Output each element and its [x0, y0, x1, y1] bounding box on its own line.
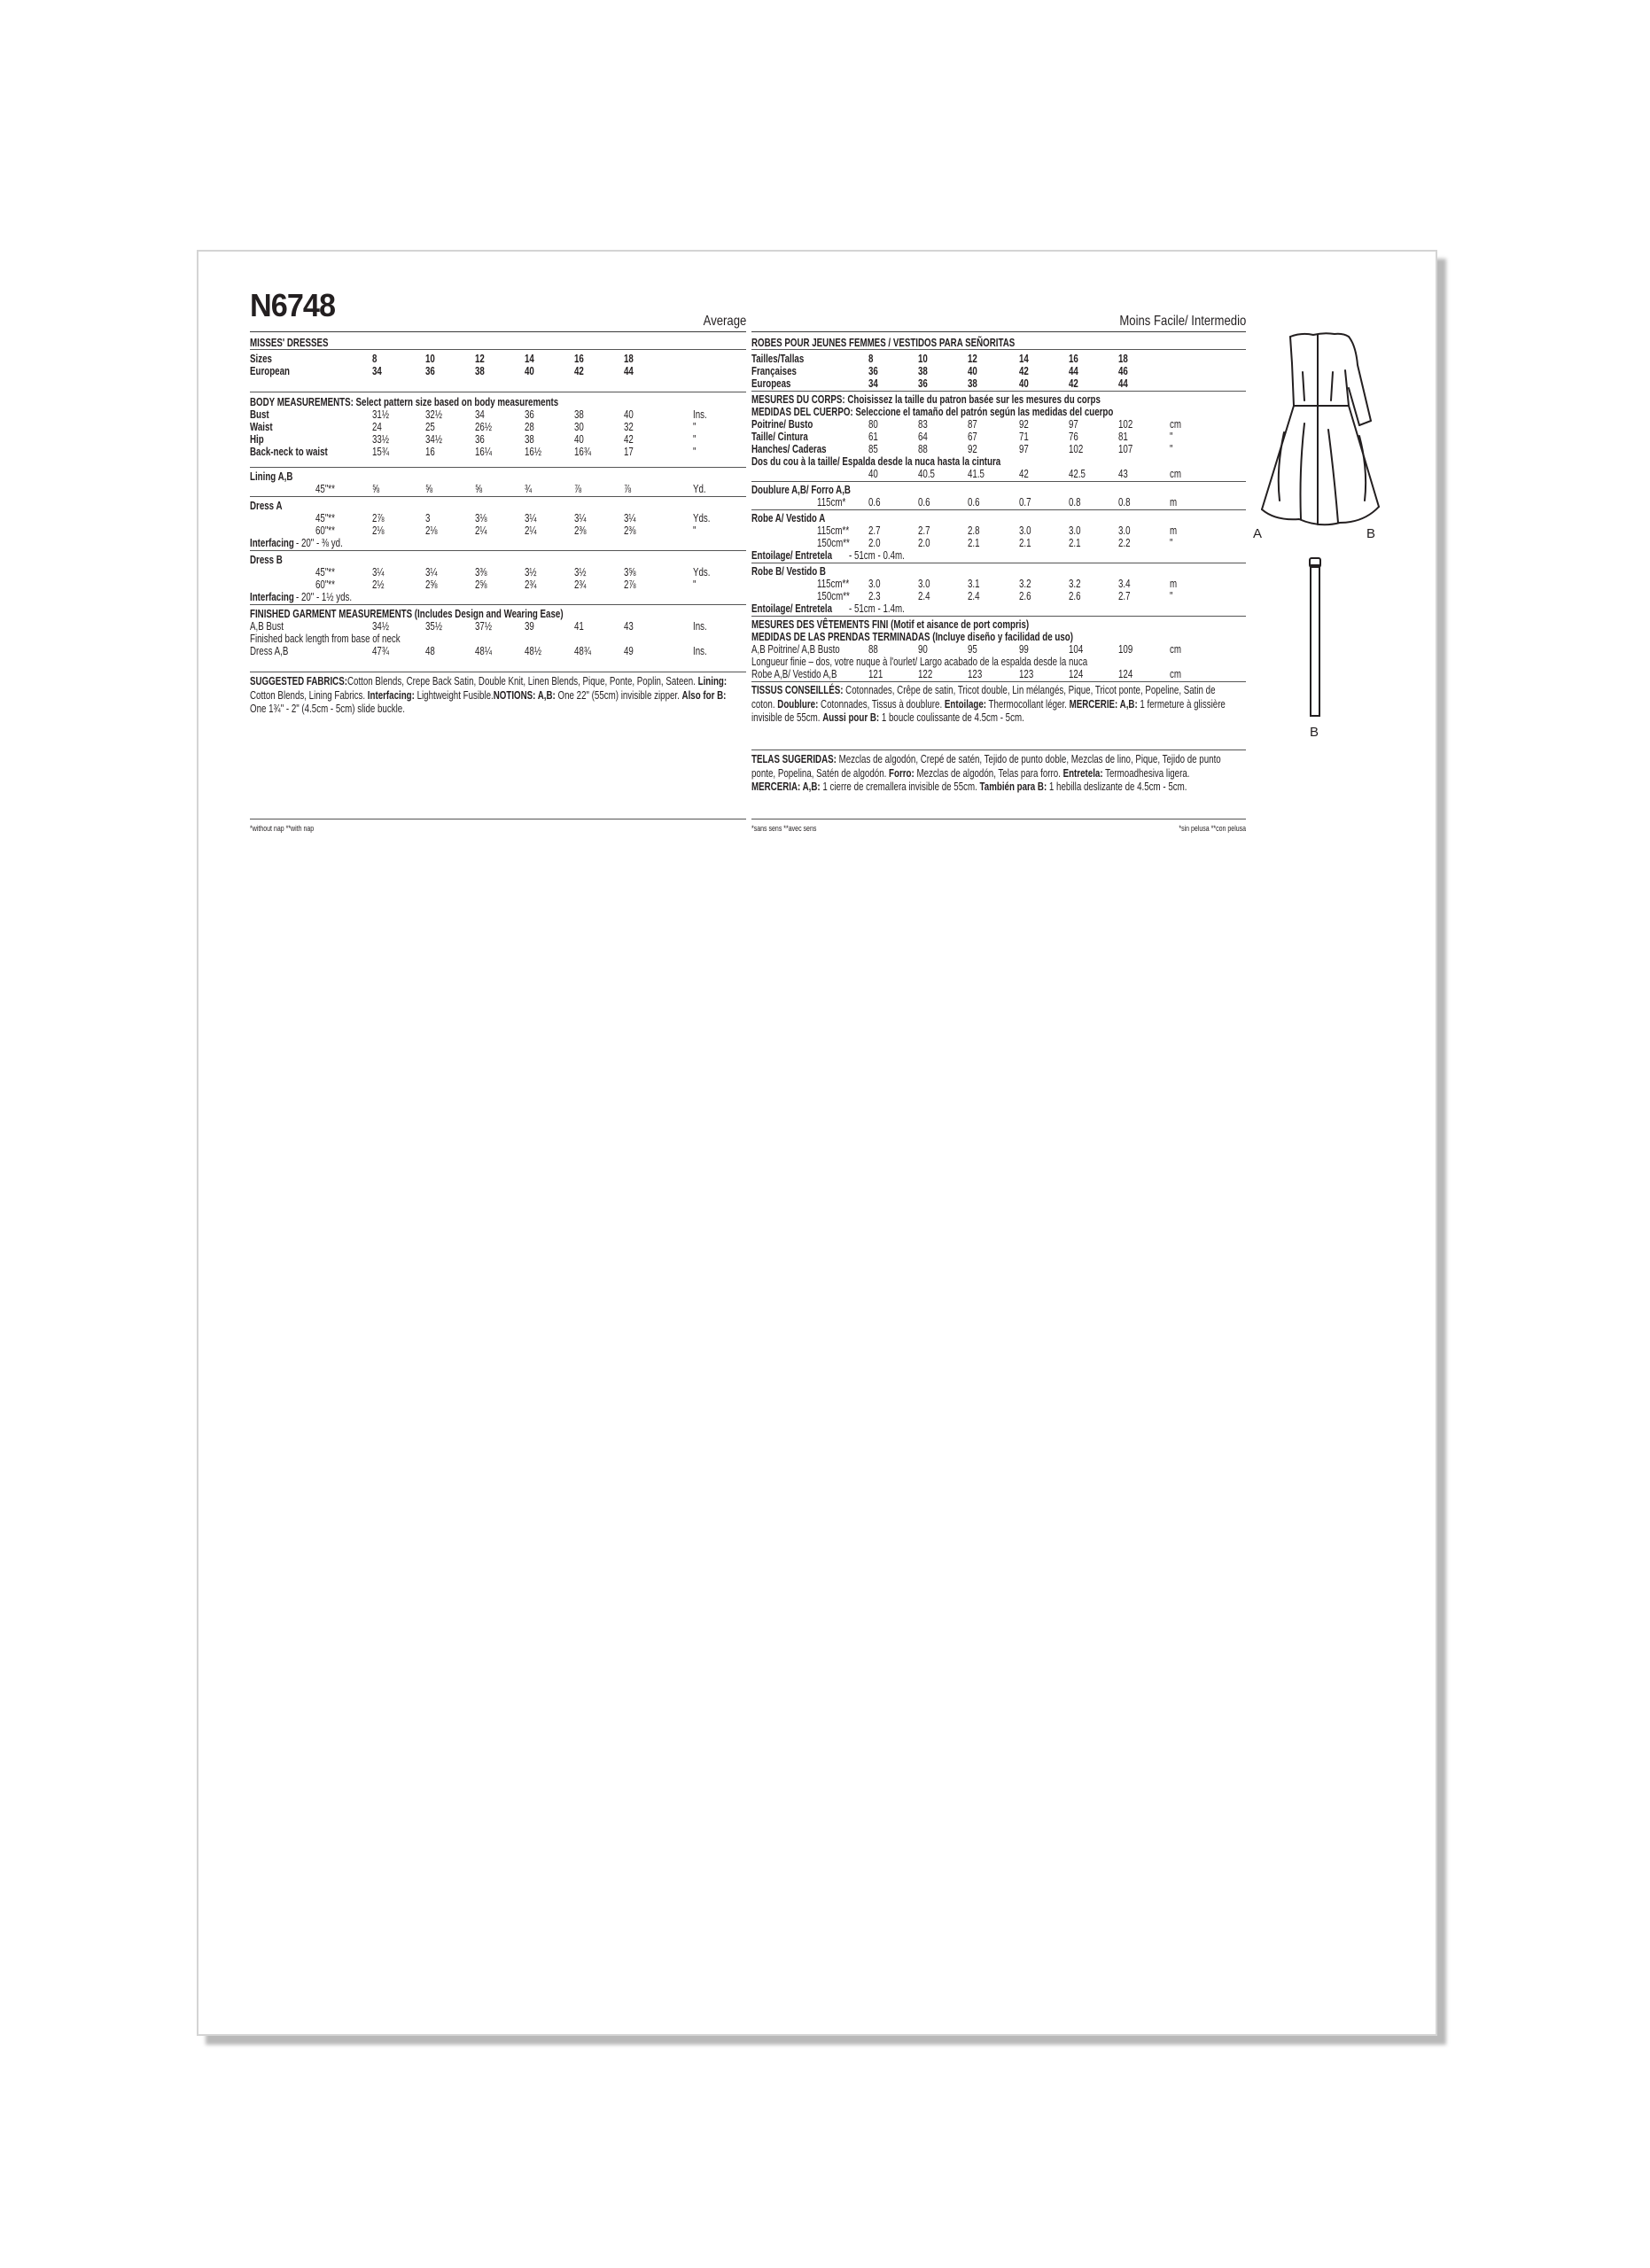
row-value: 16¾	[574, 446, 591, 458]
dress-b-label-fr-es: Robe B/ Vestido B	[751, 565, 826, 578]
yardage-value: 0.7	[1019, 496, 1031, 509]
yardage-value: 2¾	[525, 579, 537, 591]
row-value: 88	[918, 443, 928, 455]
yardage-value: 2.1	[968, 537, 980, 549]
row-value: 47¾	[372, 645, 389, 657]
row-value: 44	[1118, 377, 1128, 390]
belt-illustration	[1297, 553, 1333, 757]
fabric-text: Cotton Blends, Lining Fabrics.	[250, 688, 368, 702]
yardage-value: 0.8	[1069, 496, 1081, 509]
row-value: 48	[425, 645, 435, 657]
row-value: 107	[1118, 443, 1133, 455]
fabric-width: 60"**	[315, 579, 335, 591]
row-unit: "	[693, 579, 697, 591]
row-label: Dress A,B	[250, 645, 289, 657]
row-value: 15¾	[372, 446, 389, 458]
divider	[751, 481, 1246, 482]
fabric-heading: NOTIONS: A,B:	[493, 688, 556, 702]
row-value: 123	[968, 668, 983, 680]
fabric-heading: Interfacing:	[367, 688, 415, 702]
row-unit: Yds.	[693, 512, 711, 524]
yardage-value: 2⅛	[425, 524, 438, 537]
divider	[250, 349, 746, 350]
dress-a-label-fr-es: Robe A/ Vestido A	[751, 512, 826, 524]
view-label-b: B	[1366, 526, 1376, 541]
row-value: 38	[968, 377, 977, 390]
row-value: 123	[1019, 668, 1034, 680]
row-unit: "	[1170, 537, 1173, 549]
yardage-value: 3	[425, 512, 431, 524]
row-value: 43	[1118, 468, 1128, 480]
row-value: 14	[525, 353, 534, 365]
row-value: 67	[968, 431, 977, 443]
yardage-value: 2⅝	[475, 579, 487, 591]
divider	[751, 681, 1246, 682]
yardage-value: 2.0	[918, 537, 930, 549]
yardage-value: 3⅛	[475, 512, 487, 524]
pelusa-footnote-es: *sin pelusa **con pelusa	[1179, 824, 1246, 833]
yardage-value: 3⅝	[624, 566, 636, 579]
row-label: Tailles/Tallas	[751, 353, 805, 365]
row-unit: "	[1170, 590, 1173, 602]
interfacing-label-fr-es: Entoilage/ Entretela	[751, 549, 833, 562]
row-value: 10	[918, 353, 928, 365]
fabric-heading: MERCERIA: A,B:	[751, 781, 821, 793]
yardage-value: 2.3	[868, 590, 881, 602]
dress-a-label: Dress A	[250, 500, 283, 512]
fabric-width: 45"**	[315, 512, 335, 524]
fabric-text: Cotonnades, Tissus à doublure.	[818, 697, 945, 711]
fabric-text: Thermocollant léger.	[986, 697, 1070, 711]
row-value: 64	[918, 431, 928, 443]
fabric-text: Mezclas de algodón, Crepé de satén, Tejido de punto doble, Mezclas de lino, Pique, Tejido de punto ponte, Popelina, Satén de algodón.	[751, 753, 1221, 780]
yardage-value: 3.0	[1069, 524, 1081, 537]
row-value: 46	[1118, 365, 1128, 377]
row-label: European	[250, 365, 290, 377]
row-value: 48¼	[475, 645, 492, 657]
row-value: 8	[372, 353, 377, 365]
row-value: 124	[1069, 668, 1084, 680]
divider	[751, 616, 1246, 617]
fabric-text: One 22" (55cm) invisible zipper.	[555, 688, 682, 702]
row-value: 71	[1019, 431, 1029, 443]
row-value: 42.5	[1069, 468, 1086, 480]
row-value: 92	[968, 443, 977, 455]
fabric-width: 115cm**	[817, 524, 850, 537]
section-title-fr-es: ROBES POUR JEUNES FEMMES / VESTIDOS PARA SEÑORITAS	[751, 337, 1016, 349]
row-value: 38	[574, 408, 584, 421]
row-value: 16	[1069, 353, 1078, 365]
body-measurements-heading-fr: MESURES DU CORPS: Choisissez la taille du patron basée sur les mesures du corps	[751, 393, 1101, 406]
row-value: 28	[525, 421, 534, 433]
row-unit: "	[693, 524, 697, 537]
row-unit: "	[1170, 443, 1173, 455]
title-row	[250, 287, 746, 332]
yardage-value: 3.0	[868, 578, 881, 590]
fabric-heading: Lining:	[697, 675, 728, 687]
yardage-value: 3.4	[1118, 578, 1131, 590]
row-value: 34	[372, 365, 382, 377]
telas-sugeridas-paragraph	[751, 753, 1239, 795]
fabric-text: Mezclas de algodón, Telas para forro.	[914, 766, 1063, 780]
row-value: 32½	[425, 408, 442, 421]
pattern-envelope-back	[197, 250, 1437, 2036]
row-value: 42	[1019, 468, 1029, 480]
yardage-value: 2.8	[968, 524, 980, 537]
interfacing-value: - 20" - ⅜ yd.	[296, 537, 343, 549]
row-label: Poitrine/ Busto	[751, 418, 813, 431]
row-value: 42	[624, 433, 634, 446]
row-value: 40.5	[918, 468, 935, 480]
body-measurements-heading-es: MEDIDAS DEL CUERPO: Seleccione el tamaño del patrón según las medidas del cuerpo	[751, 406, 1114, 418]
row-unit: m	[1170, 578, 1178, 590]
row-unit: cm	[1170, 668, 1182, 680]
yardage-value: ⅝	[475, 483, 483, 495]
row-value: 42	[574, 365, 584, 377]
lining-label-fr-es: Doublure A,B/ Forro A,B	[751, 484, 851, 496]
yardage-value: 2.1	[1019, 537, 1031, 549]
row-value: 31½	[372, 408, 389, 421]
belt-line-drawing-icon	[1297, 553, 1333, 721]
row-value: 48¾	[574, 645, 591, 657]
yardage-value: ¾	[525, 483, 533, 495]
row-unit: cm	[1170, 468, 1182, 480]
yardage-value: 2.7	[868, 524, 881, 537]
row-value: 16¼	[475, 446, 492, 458]
yardage-value: 3¼	[574, 512, 587, 524]
difficulty-level: Average	[703, 314, 746, 329]
row-value: 80	[868, 418, 878, 431]
row-value: 16	[425, 446, 435, 458]
row-value: 24	[372, 421, 382, 433]
yardage-value: 3½	[525, 566, 537, 579]
row-value: 40	[968, 365, 977, 377]
row-label: Waist	[250, 421, 273, 433]
row-value: 40	[574, 433, 584, 446]
yardage-value: 2.2	[1118, 537, 1131, 549]
row-value: 36	[525, 408, 534, 421]
sens-footnote-fr: *sans sens **avec sens	[751, 824, 817, 833]
yardage-value: 2.1	[1069, 537, 1081, 549]
row-label: Bust	[250, 408, 269, 421]
row-label: Robe A,B/ Vestido A,B	[751, 668, 837, 680]
row-value: 17	[624, 446, 634, 458]
yardage-value: ⅞	[624, 483, 632, 495]
yardage-value: 2.7	[918, 524, 930, 537]
row-label: Taille/ Cintura	[751, 431, 808, 443]
row-value: 95	[968, 643, 977, 656]
row-value: 104	[1069, 643, 1084, 656]
fabric-heading: TELAS SUGERIDAS:	[751, 753, 837, 765]
row-value: 97	[1019, 443, 1029, 455]
fabric-text: Lightweight Fusible.	[414, 688, 494, 702]
row-unit: m	[1170, 496, 1178, 509]
row-value: 16½	[525, 446, 541, 458]
row-value: 10	[425, 353, 435, 365]
row-value: 40	[1019, 377, 1029, 390]
row-label: A,B Poitrine/ A,B Busto	[751, 643, 840, 656]
interfacing-label-fr-es: Entoilage/ Entretela	[751, 602, 833, 615]
row-unit: Yd.	[693, 483, 706, 495]
fabric-text: 1 boucle coulissante de 4.5cm - 5cm.	[879, 711, 1024, 724]
row-value: 99	[1019, 643, 1029, 656]
row-value: 36	[918, 377, 928, 390]
yardage-value: 3¼	[624, 512, 636, 524]
yardage-value: 0.6	[868, 496, 881, 509]
divider	[751, 509, 1246, 510]
interfacing-value: - 51cm - 1.4m.	[849, 602, 905, 615]
row-value: 87	[968, 418, 977, 431]
fabric-width: 45"**	[315, 566, 335, 579]
row-value: 38	[918, 365, 928, 377]
row-value: 42	[1069, 377, 1078, 390]
yardage-value: 2.7	[1118, 590, 1131, 602]
row-value: 41	[574, 620, 584, 633]
interfacing-value: - 51cm - 0.4m.	[849, 549, 905, 562]
row-value: 36	[868, 365, 878, 377]
fabric-text: One 1¾" - 2" (4.5cm - 5cm) slide buckle.	[250, 703, 405, 715]
row-value: 97	[1069, 418, 1078, 431]
row-value: 44	[624, 365, 634, 377]
fabric-width: 115cm*	[817, 496, 846, 509]
row-label: Sizes	[250, 353, 272, 365]
yardage-value: 0.6	[918, 496, 930, 509]
yardage-value: 2.4	[968, 590, 980, 602]
row-value: 34	[475, 408, 485, 421]
yardage-value: 2.6	[1019, 590, 1031, 602]
nap-footnote: *without nap **with nap	[250, 824, 315, 833]
row-value: 37½	[475, 620, 492, 633]
yardage-value: 0.6	[968, 496, 980, 509]
row-value: 12	[475, 353, 485, 365]
yardage-value: 3¼	[425, 566, 438, 579]
divider	[250, 550, 746, 551]
fabric-heading: TISSUS CONSEILLÉS:	[751, 684, 844, 696]
divider	[250, 496, 746, 497]
finished-heading-fr: MESURES DES VÊTEMENTS FINI (Motif et aisance de port compris)	[751, 618, 1030, 631]
yardage-value: ⅝	[425, 483, 433, 495]
divider	[250, 604, 746, 605]
row-value: 39	[525, 620, 534, 633]
row-value: 102	[1069, 443, 1084, 455]
yardage-value: 2⅞	[624, 579, 636, 591]
fabric-text: Termoadhesiva ligera.	[1102, 766, 1190, 780]
row-label: Françaises	[751, 365, 797, 377]
fabric-text: Cotton Blends, Crepe Back Satin, Double Knit, Linen Blends, Pique, Ponte, Poplin, Sateen.	[346, 675, 698, 687]
fabric-text: 1 hebilla deslizante de 4.5cm - 5cm.	[1047, 781, 1187, 793]
interfacing-label: Interfacing	[250, 591, 294, 603]
fabric-heading: Entoilage:	[944, 697, 987, 711]
yardage-value: 3.0	[918, 578, 930, 590]
fabric-heading: También para B:	[979, 781, 1047, 793]
row-value: 8	[868, 353, 874, 365]
dress-b-label: Dress B	[250, 554, 283, 566]
yardage-value: 3.0	[1019, 524, 1031, 537]
row-unit: Ins.	[693, 645, 707, 657]
row-value: 34	[868, 377, 878, 390]
row-unit: "	[693, 446, 697, 458]
yardage-value: 2⅞	[372, 512, 385, 524]
yardage-value: 2¾	[574, 579, 587, 591]
title-row-fr-es	[751, 298, 1246, 332]
yardage-value: 2½	[372, 579, 385, 591]
fabric-heading: Doublure:	[777, 697, 819, 711]
row-value: 18	[1118, 353, 1128, 365]
row-value: 12	[968, 353, 977, 365]
belt-label-b: B	[1310, 725, 1319, 740]
row-unit: "	[1170, 431, 1173, 443]
fabric-width: 150cm**	[817, 590, 850, 602]
row-label: Back-neck to waist	[250, 446, 328, 458]
yardage-value: 3.1	[968, 578, 980, 590]
yardage-value: ⅞	[574, 483, 582, 495]
row-value: 81	[1118, 431, 1128, 443]
fabric-width: 115cm**	[817, 578, 850, 590]
row-value: 18	[624, 353, 634, 365]
row-value: 122	[918, 668, 933, 680]
row-label: Hanches/ Caderas	[751, 443, 827, 455]
interfacing-value: - 20" - 1½ yds.	[296, 591, 353, 603]
yardage-value: 2.4	[918, 590, 930, 602]
row-value: 30	[574, 421, 584, 433]
row-value: 32	[624, 421, 634, 433]
yardage-value: 3⅜	[475, 566, 487, 579]
row-value: 44	[1069, 365, 1078, 377]
fabric-heading: SUGGESTED FABRICS:	[250, 675, 347, 687]
body-measurements-heading: BODY MEASUREMENTS: Select pattern size based on body measurements	[250, 396, 559, 408]
row-value: 38	[525, 433, 534, 446]
row-value: 102	[1118, 418, 1133, 431]
difficulty-level-fr-es: Moins Facile/ Intermedio	[1119, 314, 1246, 329]
row-value: 40	[868, 468, 878, 480]
row-value: 34½	[425, 433, 442, 446]
yardage-value: 2⅝	[425, 579, 438, 591]
yardage-value: 2¼	[525, 524, 537, 537]
divider	[751, 349, 1246, 350]
row-value: 25	[425, 421, 435, 433]
row-value: 76	[1069, 431, 1078, 443]
row-value: 92	[1019, 418, 1029, 431]
yardage-value: 3¼	[372, 566, 385, 579]
yardage-value: 3.0	[1118, 524, 1131, 537]
fabric-width: 45"**	[315, 483, 335, 495]
yardage-value: 3½	[574, 566, 587, 579]
finished-heading-es: MEDIDAS DE LAS PRENDAS TERMINADAS (Incluye diseño y facilidad de uso)	[751, 631, 1073, 643]
tissus-conseilles-paragraph	[751, 684, 1239, 726]
row-value: 42	[1019, 365, 1029, 377]
row-value: 14	[1019, 353, 1029, 365]
fabric-heading: Also for B:	[681, 688, 727, 702]
row-value: 36	[475, 433, 485, 446]
divider	[250, 467, 746, 468]
row-unit: cm	[1170, 643, 1182, 656]
row-unit: "	[693, 433, 697, 446]
divider	[751, 391, 1246, 392]
section-title: MISSES' DRESSES	[250, 337, 329, 349]
row-value: 49	[624, 645, 634, 657]
row-value: 121	[868, 668, 883, 680]
fabric-text: 1 fermeture à glissière invisible de 55cm.	[751, 697, 1226, 724]
lining-label: Lining A,B	[250, 470, 293, 483]
row-label: Europeas	[751, 377, 791, 390]
row-value: 40	[525, 365, 534, 377]
finished-measurements-heading: FINISHED GARMENT MEASUREMENTS (Includes Design and Wearing Ease)	[250, 608, 564, 620]
fabric-text: 1 cierre de cremallera invisible de 55cm.	[820, 781, 980, 793]
row-unit: Yds.	[693, 566, 711, 579]
fabric-heading: Forro:	[889, 766, 915, 780]
yardage-value: 2.0	[868, 537, 881, 549]
dress-line-drawing-icon	[1235, 319, 1404, 549]
row-value: 34½	[372, 620, 389, 633]
row-value: 61	[868, 431, 878, 443]
row-value: 48½	[525, 645, 541, 657]
fabric-heading: Aussi pour B:	[822, 711, 880, 724]
fabric-heading: MERCERIE: A,B:	[1069, 697, 1138, 711]
row-value: 33½	[372, 433, 389, 446]
fabric-heading: Entretela:	[1062, 766, 1103, 780]
yardage-value: 2¼	[475, 524, 487, 537]
row-value: 83	[918, 418, 928, 431]
row-label: A,B Bust	[250, 620, 284, 633]
yardage-value: 3¼	[525, 512, 537, 524]
row-value: 35½	[425, 620, 442, 633]
row-unit: Ins.	[693, 620, 707, 633]
yardage-value: 3.2	[1069, 578, 1081, 590]
row-value: 109	[1118, 643, 1133, 656]
length-caption: Finished back length from base of neck	[250, 633, 401, 645]
row-value: 85	[868, 443, 878, 455]
pattern-code: N6748	[250, 287, 336, 323]
row-value: 41.5	[968, 468, 985, 480]
interfacing-label: Interfacing	[250, 537, 294, 549]
row-unit: m	[1170, 524, 1178, 537]
row-value: 88	[868, 643, 878, 656]
row-value: 90	[918, 643, 928, 656]
row-label: Hip	[250, 433, 264, 446]
row-unit: "	[693, 421, 697, 433]
fabric-text: Cotonnades, Crêpe de satin, Tricot double, Lin mélangés, Pique, Tricot ponte, Popeline, Satin de coton.	[751, 684, 1216, 711]
row-unit: Ins.	[693, 408, 707, 421]
yardage-value: 2.6	[1069, 590, 1081, 602]
row-value: 43	[624, 620, 634, 633]
yardage-value: 2⅜	[574, 524, 587, 537]
row-value: 26½	[475, 421, 492, 433]
row-value: 36	[425, 365, 435, 377]
row-value: 40	[624, 408, 634, 421]
suggested-fabrics-paragraph	[250, 675, 737, 717]
view-label-a: A	[1253, 526, 1263, 541]
row-value: 38	[475, 365, 485, 377]
fabric-width: 60"**	[315, 524, 335, 537]
row-unit: cm	[1170, 418, 1182, 431]
fabric-width: 150cm**	[817, 537, 850, 549]
row-value: 124	[1118, 668, 1133, 680]
back-length-label: Dos du cou à la taille/ Espalda desde la nuca hasta la cintura	[751, 455, 1001, 468]
yardage-value: 0.8	[1118, 496, 1131, 509]
row-value: 16	[574, 353, 584, 365]
yardage-value: 2⅛	[372, 524, 385, 537]
yardage-value: 2⅜	[624, 524, 636, 537]
yardage-value: 3.2	[1019, 578, 1031, 590]
length-caption-fr-es: Longueur finie – dos, votre nuque à l'ourlet/ Largo acabado de la espalda desde la nuca	[751, 656, 1088, 668]
yardage-value: ⅝	[372, 483, 380, 495]
